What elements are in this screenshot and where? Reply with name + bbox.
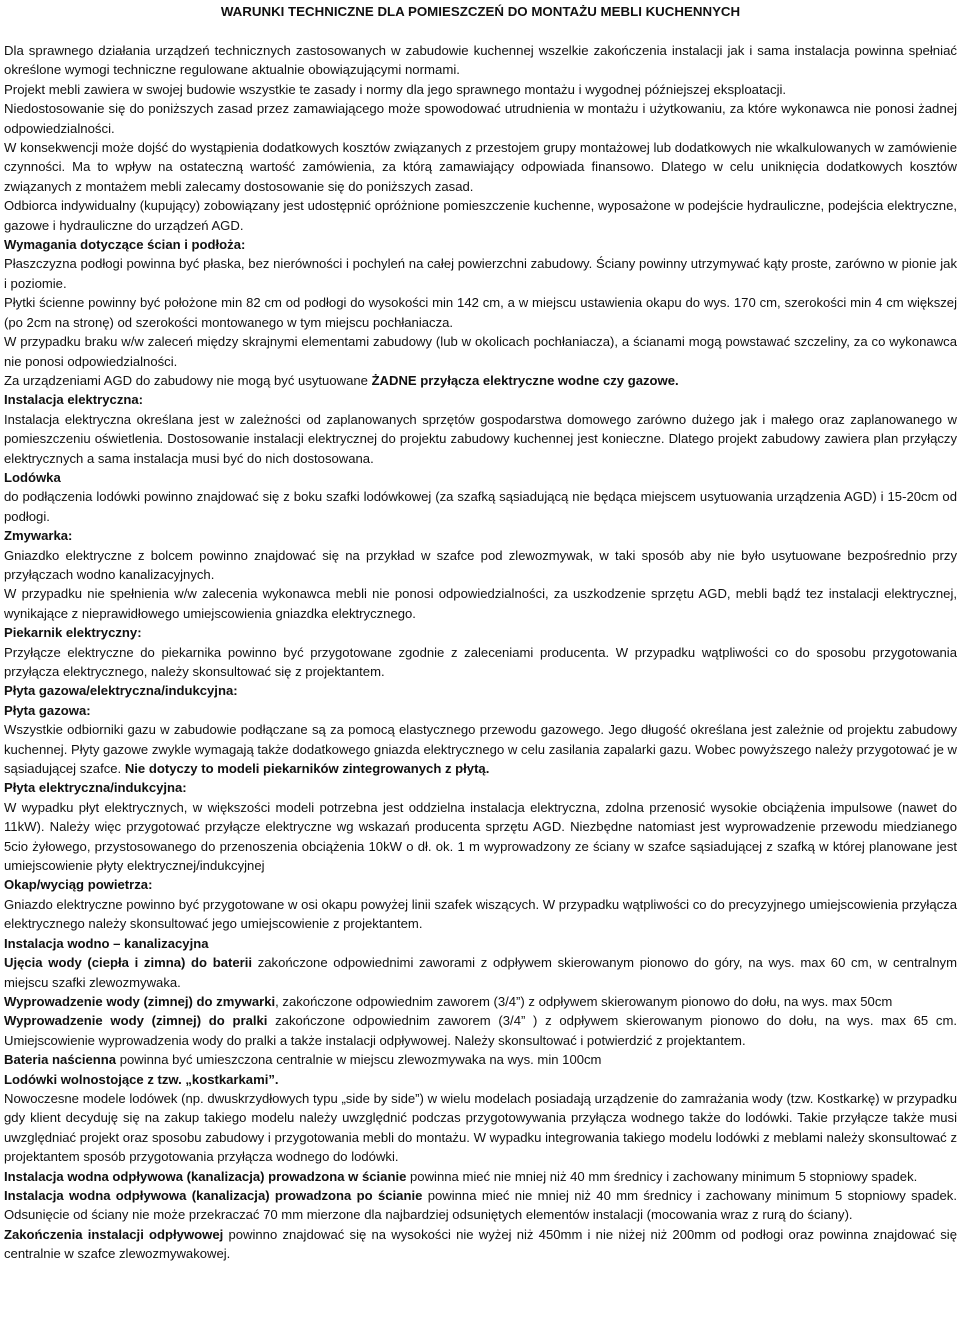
gas-hob-heading-text: Płyta gazowa: — [4, 702, 91, 718]
walls-paragraph-2: Płytki ścienne powinny być położone min 82 cm od podłogi do wysokości min 142 cm, a w miejscu ustawienia okapu do wys. 170 cm, szerokości min 4 cm większej (po 2cm na stronę) od szerokości montowanego w tym miejscu pochłaniacza. — [4, 295, 957, 330]
plumbing-paragraph-7 — [4, 1225, 957, 1264]
oven-heading-text: Piekarnik elektryczny: — [4, 625, 142, 641]
plumbing-p1-bold: Ujęcia wody (ciepła i zimna) do baterii — [4, 955, 253, 971]
walls-heading — [4, 235, 957, 254]
plumbing-p5-bold: Instalacja wodna odpływowa (kanalizacja) prowadzona w ścianie — [4, 1168, 407, 1184]
hood-heading — [4, 875, 957, 894]
induction-heading-text: Płyta elektryczna/indukcyjna: — [4, 780, 187, 796]
fridges-paragraph: Nowoczesne modele lodówek (np. dwuskrzydłowych typu „side by side”) w wielu modelach posiadają urządzenie do zamrażania wody (tzw. Kostkarkę) w przypadku gdy klient decyduję się na zakup takiego modelu należy uwzględnić podczas przygotowywania przyłącza wodnego także do lodówki. Takie przyłącze także musi uwzględniać projekt oraz sposobu zabudowy i przygotowania mebli do montażu. W wypadku integrowania takiego modelu lodówki z meblami należy skonsultować z projektantem sposób przygotowania przyłącza wodnego do lodówki. — [4, 1090, 957, 1165]
walls-paragraph-4 — [4, 371, 957, 390]
gas-hob-text: Wszystkie odbiorniki gazu w zabudowie podłączane są za pomocą elastycznego przewodu gazowego. Jego długość określana jest zależnie od projektu zabudowy kuchennej. Płyty gazowe zwykle wymagają także dodatkowego gniazda elektrycznego w celu zasilania zapalarki gazu. Wobec powyższego należy przygotować je w sąsiadującej szafce. — [4, 722, 957, 777]
electrical-heading — [4, 390, 957, 409]
walls-paragraph-3: W przypadku braku w/w zaleceń między skrajnymi elementami zabudowy (lub w okolicach pochłaniacza), a ścianami mogą powstawać szczeliny, za co wykonawca nie ponosi odpowiedzialności. — [4, 334, 957, 369]
document-title: WARUNKI TECHNICZNE DLA POMIESZCZEŃ DO MONTAŻU MEBLI KUCHENNYCH — [220, 4, 741, 19]
oven-heading — [4, 623, 957, 642]
fridge-heading — [4, 468, 957, 487]
plumbing-p3-text: zakończone odpowiednim zaworem (3/4” ) z odpływem skierowanym pionowo do dołu, na wys. max 65 cm. Umiejscowienie wyprowadzenia wody do pralki a także instalacji odpływowej. Należy skonsultować i potwierdzić z projektantem. — [4, 1013, 957, 1048]
plumbing-p1-text: zakończone odpowiednimi zaworami z odpływem skierowanym pionowo do góry, na wys. max 60 cm, w centralnym miejscu szafki zlewozmywaka. — [4, 955, 958, 990]
plumbing-heading — [4, 934, 957, 953]
intro-paragraph-3: Niedostosowanie się do poniższych zasad przez zamawiającego może spowodować utrudnienia w montażu i użytkowaniu, za które wykonawca nie ponosi żadnej odpowiedzialności. — [4, 101, 957, 136]
plumbing-paragraph-2 — [4, 992, 957, 1011]
plumbing-p3-bold: Wyprowadzenie wody (zimnej) do pralki — [4, 1013, 268, 1029]
plumbing-p4-text: powinna być umieszczona centralnie w miejscu zlewozmywaka na wys. min 100cm — [116, 1052, 602, 1068]
intro-paragraph-5: Odbiorca indywidualny (kupujący) zobowiązany jest udostępnić opróżnione pomieszczenie kuchenne, wyposażone w podejście hydrauliczne, podejścia elektryczne, gazowe i hydrauliczne do urządzeń AGD. — [4, 198, 957, 233]
plumbing-p2-bold: Wyprowadzenie wody (zimnej) do zmywarki — [4, 993, 276, 1009]
plumbing-p4-bold: Bateria naścienna — [4, 1052, 117, 1068]
plumbing-p7-text: powinno znajdować się na wysokości nie wyżej niż 450mm i nie niżej niż 200mm od podłogi oraz powinna znajdować się centralnie w szafce zlewozmywakowej. — [4, 1226, 957, 1262]
hood-heading-text: Okap/wyciąg powietrza: — [4, 877, 153, 893]
intro-paragraph-2: Projekt mebli zawiera w swojej budowie wszystkie te zasady i normy dla jego sprawnego montażu i wygodnej późniejszej eksploatacji. — [4, 81, 787, 97]
electrical-paragraph: Instalacja elektryczna określana jest w zależności od zaplanowanych sprzętów gospodarstwa domowego zarówno dużego jak i małego oraz zaplanowanego w pomieszczeniu oświetlenia. Dostosowanie instalacji elektrycznej do projektu zabudowy kuchennej jest konieczne. Dlatego projekt zabudowy zawiera plan przyłączy elektrycznych a sama instalacja musi być do nich dostosowana. — [4, 411, 957, 466]
fridges-heading-text: Lodówki wolnostojące z tzw. „kostkarkami”. — [4, 1071, 279, 1087]
plumbing-paragraph-4 — [4, 1050, 957, 1069]
plumbing-heading-text: Instalacja wodno – kanalizacyjna — [4, 935, 209, 951]
plumbing-p5-text: powinna mieć nie mniej niż 40 mm średnicy i zachowany minimum 5 stopniowy spadek. — [406, 1168, 918, 1184]
intro-paragraph-1: Dla sprawnego działania urządzeń technicznych zastosowanych w zabudowie kuchennej wszelkie zakończenia instalacji jak i sama instalacja powinna spełniać określone wymogi techniczne regulowane aktualnie obowiązującymi normami. — [4, 43, 957, 78]
gas-hob-paragraph — [4, 720, 957, 778]
plumbing-paragraph-3 — [4, 1011, 957, 1050]
hob-heading — [4, 681, 957, 700]
walls-paragraph-4-text: Za urządzeniami AGD do zabudowy nie mogą być usytuowane — [4, 372, 372, 388]
plumbing-paragraph-5 — [4, 1167, 957, 1186]
walls-paragraph-4-bold: ŻADNE przyłącza elektryczne wodne czy gazowe. — [371, 372, 679, 388]
fridges-heading — [4, 1070, 957, 1089]
dishwasher-paragraph-1: Gniazdko elektryczne z bolcem powinno znajdować się na przykład w szafce pod zlewozmywak, w taki sposób aby nie było usytuowane bezpośrednio przy przyłączach wodno kanalizacyjnych. — [4, 547, 957, 582]
walls-heading-text: Wymagania dotyczące ścian i podłoża: — [4, 237, 246, 253]
plumbing-p7-bold: Zakończenia instalacji odpływowej — [4, 1226, 224, 1242]
oven-paragraph: Przyłącze elektryczne do piekarnika powinno być przygotowane zgodnie z zaleceniami producenta. W przypadku wątpliwości co do sposobu przygotowania przyłącza elektrycznego, należy skonsultować się z projektantem. — [4, 644, 957, 679]
plumbing-p6-bold: Instalacja wodna odpływowa (kanalizacja) prowadzona po ścianie — [4, 1187, 423, 1203]
gas-hob-bold: Nie dotyczy to modeli piekarników zintegrowanych z płytą. — [124, 761, 490, 777]
dishwasher-paragraph-2: W przypadku nie spełnienia w/w zalecenia wykonawca mebli nie ponosi odpowiedzialności, za uszkodzenie sprzętu AGD, mebli bądź tez instalacji elektrycznej, wynikające z nieprawidłowego umiejscowienia gniazdka elektrycznego. — [4, 586, 957, 621]
plumbing-p6-text: powinna mieć nie mniej niż 40 mm średnicy i zachowany minimum 5 stopniowy spadek. Odsunięcie od ściany nie może przekraczać 70 mm mierzone dla najbardziej odsuniętych elementów instalacji (mocowania wraz z rurą do ściany). — [4, 1187, 957, 1223]
walls-paragraph-1: Płaszczyzna podłogi powinna być płaska, bez nierówności i pochyleń na całej powierzchni zabudowy. Ściany powinny utrzymywać kąty proste, zarówno w pionie jak i poziomie. — [4, 256, 957, 291]
plumbing-paragraph-1 — [4, 953, 957, 992]
induction-paragraph: W wypadku płyt elektrycznych, w większości modeli potrzebna jest oddzielna instalacja elektryczna, zdolna przenosić wysokie obciążenia impulsowe (nawet do 11kW). Należy więc przygotować przyłącze elektryczne wg wskazań producenta sprzętu AGD. Niezbędne natomiast jest wyprowadzenie przewodu miedzianego 5cio żyłowego, przystosowanego do przenoszenia obciążenia 10kW o dł. ok. 1 m wyprowadzony ze ściany w szafce sąsiadującej z szafką w której planowane jest umiejscowienie płyty elektrycznej/indukcyjnej — [4, 799, 957, 874]
induction-heading — [4, 778, 957, 797]
hood-paragraph: Gniazdo elektryczne powinno być przygotowane w osi okapu powyżej linii szafek wiszących. W przypadku wątpliwości co do precyzyjnego umiejscowienia przyłącza elektrycznego należy skonsultować jego umiejscowienie z projektantem. — [4, 896, 957, 932]
plumbing-paragraph-6 — [4, 1186, 957, 1225]
hob-heading-text: Płyta gazowa/elektryczna/indukcyjna: — [4, 683, 238, 699]
fridge-paragraph: do podłączenia lodówki powinno znajdować się z boku szafki lodówkowej (za szafką sąsiadującą nie będąca miejscem usytuowania urządzenia AGD) i 15-20cm od podłogi. — [4, 489, 957, 524]
fridge-heading-text: Lodówka — [4, 469, 61, 485]
intro-paragraph-4: W konsekwencji może dojść do wystąpienia dodatkowych kosztów związanych z przestojem grupy montażowej lub dodatkowych nie wkalkulowanych w zamówienie czynności. Ma to wpływ na ostateczną wartość zamówienia, za którą zamawiający odpowiada finansowo. Dlatego w celu uniknięcia dodatkowych kosztów związanych z montażem mebli zalecamy dostosowanie się do poniższych zasad. — [4, 140, 957, 194]
dishwasher-heading-text: Zmywarka: — [4, 528, 73, 544]
dishwasher-heading — [4, 526, 957, 545]
electrical-heading-text: Instalacja elektryczna: — [4, 392, 144, 408]
gas-hob-heading — [4, 701, 957, 720]
plumbing-p2-text: , zakończone odpowiednim zaworem (3/4”) z odpływem skierowanym pionowo do dołu, na wys. max 50cm — [275, 993, 893, 1009]
